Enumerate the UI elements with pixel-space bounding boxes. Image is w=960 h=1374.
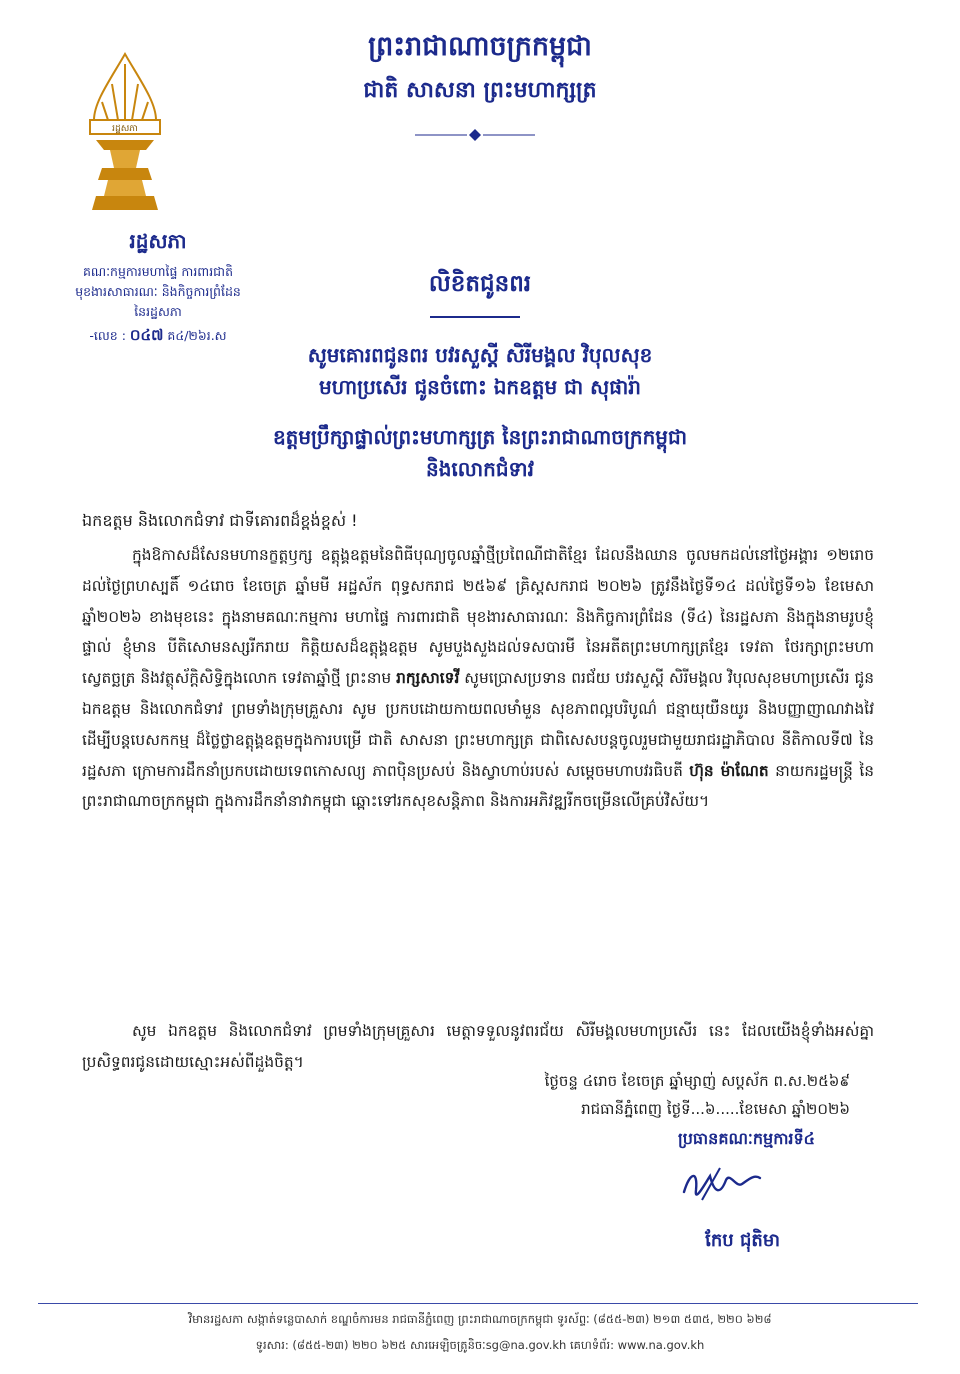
national-motto: ជាតិ សាសនា ព្រះមហាក្សត្រ [363, 77, 597, 103]
footer-contact: ទូរសារ: (៨៥៥-២៣) ២២០ ៦២៥ សារអេឡិចត្រូនិចៈsg@na.gov.kh គេហទំព័រ: www.na.gov.kh [255, 1338, 705, 1352]
handwritten-signature [676, 1162, 766, 1212]
para1-part-c: នាយករដ្ឋមន្ត្រី នៃព្រះរាជាណាចក្រកម្ពុជា ក្នុងការដឹកនាំនាវាកម្ពុជា ឆ្ពោះទៅរកសុខសន្តិភាព និងការអភិវឌ្ឍរីកចម្រើនលើគ្រប់វិស័យ។ [82, 761, 875, 811]
body-paragraph-2: សូម ឯកឧត្តម និងលោកជំទាវ ព្រមទាំងក្រុមគ្រួសារ មេត្តាទទួលនូវពរជ័យ សិរីមង្គលមហាប្រសើរ នេះ ដែលយើងខ្ញុំទាំងអស់គ្នា ប្រសិទ្ធពរជូនដោយស្មោះអស់ពីដួងចិត្ត។ [82, 1022, 874, 1071]
footer-divider [38, 1303, 918, 1304]
greeting-line-1: សូមគោរពជូនពរ បវរសួស្តី សិរីមង្គល វិបុលសុខ [307, 343, 653, 367]
body-paragraph-1 [82, 540, 874, 817]
footer-address: វិមានរដ្ឋសភា សង្កាត់ទន្លេបាសាក់ ខណ្ឌចំការមន រាជធានីភ្នំពេញ ព្រះរាជាណាចក្រកម្ពុជា ទូរស័ព្ទៈ (៨៥៥-២៣) ២១៣ ៥៣៥, ២២០ ៦២៨ [188, 1312, 772, 1326]
signatory-title: ប្រធានគណៈកម្មការទី៤ [678, 1129, 815, 1148]
date-solar: រាជធានីភ្នំពេញ ថ្ងៃទី...៦.....ខែមេសា ឆ្នាំ២០២៦ [581, 1100, 850, 1118]
ornament-divider [415, 128, 535, 142]
ref-number: ០៤៧ [129, 326, 164, 344]
signer-name: កែប ជុតិមា [705, 1230, 780, 1251]
prime-minister-name: ហ៊ុន ម៉ាណែត [689, 761, 769, 780]
date-lunar: ថ្ងៃចន្ទ ៤រោច ខែចេត្រ ឆ្នាំម្សាញ់ សប្តស័ក ព.ស.២៥៦៩ [544, 1072, 850, 1090]
institution-name: រដ្ឋសភា [129, 229, 187, 253]
ref-prefix: -លេខ : [89, 328, 126, 343]
kingdom-title: ព្រះរាជាណាចក្រកម្ពុជា [368, 31, 592, 62]
committee-line-3: នៃរដ្ឋសភា [134, 304, 182, 319]
salutation: ឯកឧត្តម និងលោកជំទាវ ជាទីគោរពដ៏ខ្ពង់ខ្ពស់ ! [82, 511, 358, 530]
committee-line-1: គណៈកម្មការមហាផ្ទៃ ការពារជាតិ [83, 264, 233, 279]
para1-part-b: សូមប្រោសប្រទាន ពរជ័យ បវរសួស្តី សិរីមង្គល វិបុលសុខមហាប្រសើរ ជូន ឯកឧត្តម និងលោកជំទាវ ព្រមទាំងក្រុមគ្រួសារ សូម ប្រកបដោយកាយពលមាំមួន សុខភាពល្អបរិបូណ៌ ជន្មាយុយឺនយូរ និងបញ្ញាញាណវាងវៃ ដើម្បីបន្តបេសកកម្ម ដ៏ថ្លៃថ្លាឧត្តុង្គឧត្តមក្នុងការបម្រើ ជាតិ សាសនា ព្រះមហាក្សត្រ ជាពិសេសបន្តចូលរួមជាមួយរាជរដ្ឋាភិបាល នីតិកាលទី៧ នៃរដ្ឋសភា ក្រោមការដឹកនាំប្រកបដោយទេពកោសល្យ ភាពប៉ិនប្រសប់ និងស្វាហាប់របស់ សម្តេចមហាបវរធិបតី [82, 669, 874, 780]
greeting-line-3: ឧត្តមប្រឹក្សាផ្ទាល់ព្រះមហាក្សត្រ នៃព្រះរាជាណាចក្រកម្ពុជា [272, 425, 688, 449]
greeting-line-4: និងលោកជំទាវ [426, 457, 534, 481]
committee-line-2: មុខងារសាធារណៈ និងកិច្ចការព្រំដែន [75, 284, 241, 299]
para1-part-a: ក្នុងឱកាសដ៏សែនមហានក្ខត្តឫក្ស ឧត្តុង្គឧត្តមនៃពិធីបុណ្យចូលឆ្នាំថ្មីប្រពៃណីជាតិខ្មែរ ដែលនឹងឈាន ចូលមកដល់នៅថ្ងៃអង្គារ ១២រោច ដល់ថ្ងៃព្រហស្បតិ៍ ១៤រោច ខែចេត្រ ឆ្នាំមមី អដ្ឋស័ក ពុទ្ធសករាជ ២៥៦៩ គ្រិស្តសករាជ ២០២៦ ត្រូវនឹងថ្ងៃទី១៤ ដល់ថ្ងៃទី១៦ ខែមេសា ឆ្នាំ២០២៦ ខាងមុខនេះ ក្នុងនាមគណៈកម្មការ មហាផ្ទៃ ការពារជាតិ មុខងារសាធារណៈ និងកិច្ចការព្រំដែន (ទី៤) នៃរដ្ឋសភា និងក្នុងនាមរូបខ្ញុំផ្ទាល់ ខ្ញុំមាន បីតិសោមនស្សរីករាយ កិត្តិយសដ៏ឧត្តុង្គឧត្តម សូមបួងសួងដល់ទសបារមី នៃអតីតព្រះមហាក្សត្រខ្មែរ ទេវតា ថែរក្សាព្រះមហាស្វេតច្ឆត្រ និងវត្ថុស័ក្តិសិទ្ធិក្នុងលោក ទេវតាឆ្នាំថ្មី ព្រះនាម [82, 546, 874, 688]
greeting-line-2: មហាប្រសើរ ជូនចំពោះ ឯកឧត្តម ជា សុផារ៉ា [319, 375, 641, 399]
national-assembly-emblem [80, 50, 170, 220]
new-year-deity-name: រាក្សសាទេវី [396, 669, 460, 688]
letter-title: លិខិតជូនពរ [428, 270, 532, 297]
title-underline [430, 316, 520, 318]
emblem-label: រដ្ឋសភា [112, 124, 138, 134]
ref-suffix: គ៤/២៦រ.ស [167, 328, 227, 343]
